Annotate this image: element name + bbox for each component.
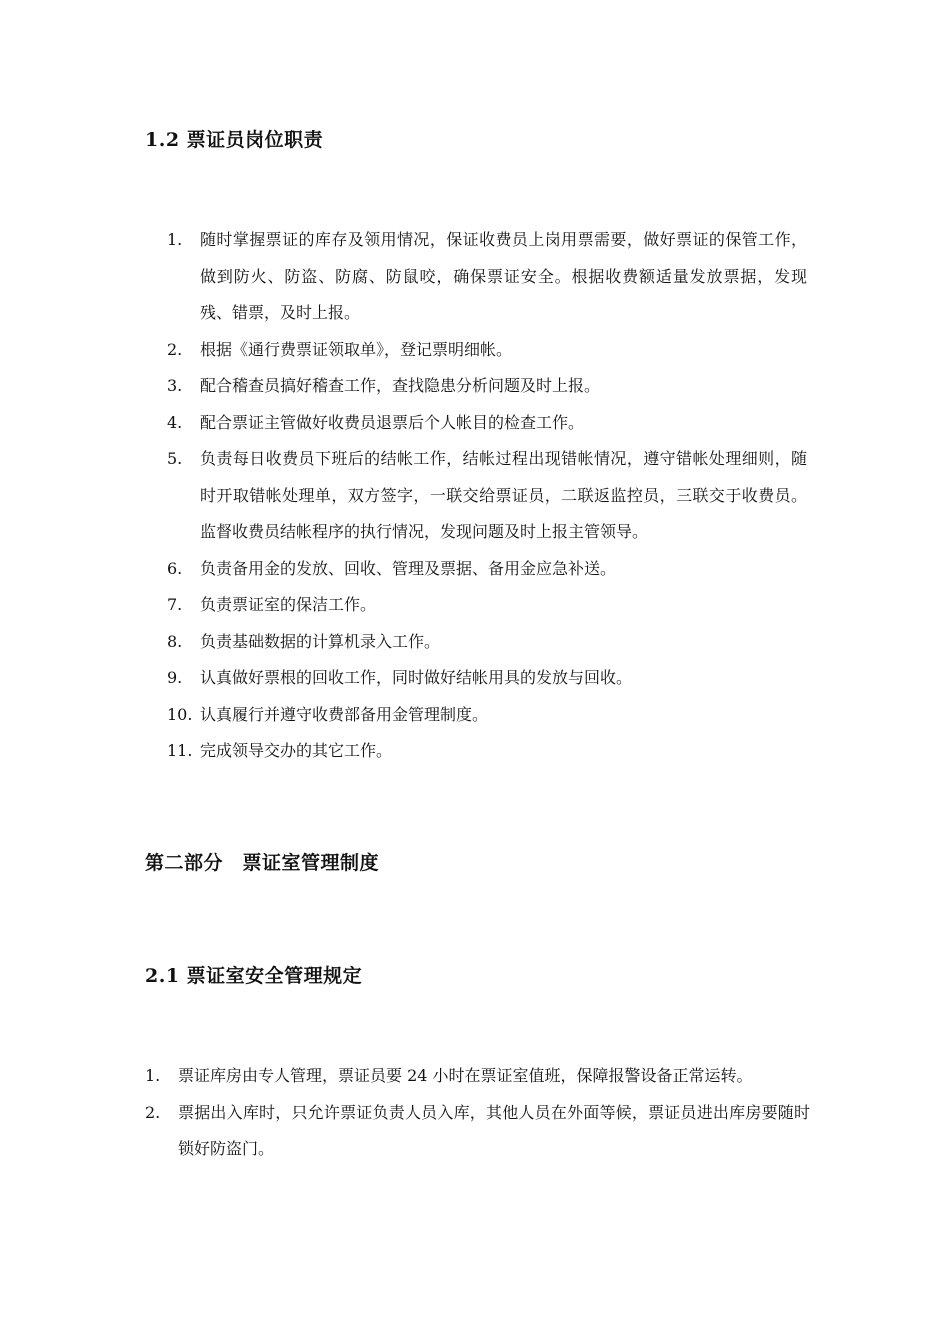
list-item [167,551,807,588]
list-item [167,697,807,734]
list-item-text: 负责备用金的发放、回收、管理及票据、备用金应急补送。 [200,558,617,578]
list-item-text: 配合稽查员搞好稽查工作，查找隐患分析问题及时上报。 [200,376,601,395]
list-item-text: 负责基础数据的计算机录入工作。 [200,631,441,651]
list-item-number: 4. [167,412,183,432]
list-item-text: 票证库房由专人管理，票证员要 24 小时在票证室值班，保障报警设备正常运转。 [178,1066,753,1085]
list-item-number: 2. [145,1102,161,1122]
list-item [167,587,807,624]
list-item [145,1058,810,1095]
list-item-number: 6. [167,558,183,578]
section-2-1-title: 2.1 票证室安全管理规定 [145,965,363,987]
list-item-number: 1. [167,230,183,249]
list-item-text: 认真履行并遵守收费部备用金管理制度。 [200,704,489,724]
list-item-text: 负责每日收费员下班后的结帐工作，结帐过程出现错帐情况，遵守错帐处理细则，随时开取错帐处理单，双方签字，一联交给票证员，二联返监控员，三联交于收费员。监督收费员结帐程序的执行情况，发现问题及时上报主管领导。 [200,449,807,541]
list-item-text: 票据出入库时，只允许票证负责人员入库，其他人员在外面等候，票证员进出库房要随时锁好防盗门。 [178,1102,810,1158]
list-item-number: 2. [167,339,183,359]
security-rules-list [145,1058,810,1168]
list-item-number: 5. [167,449,183,468]
list-item-number: 10. [167,704,193,724]
list-item-text: 负责票证室的保洁工作。 [200,595,377,614]
list-item-number: 7. [167,595,183,614]
list-item [167,441,807,551]
list-item-text: 配合票证主管做好收费员退票后个人帐目的检查工作。 [200,412,585,432]
list-item-number: 3. [167,376,183,395]
list-item-number: 1. [145,1066,161,1085]
list-item-text: 完成领导交办的其它工作。 [200,741,393,760]
list-item-number: 9. [167,668,183,687]
list-item-number: 8. [167,631,183,651]
list-item-text: 根据《通行费票证领取单》，登记票明细帐。 [200,339,513,359]
list-item [167,368,807,405]
list-item-number: 11. [167,741,193,760]
list-item [167,332,807,369]
job-duties-list [167,222,807,770]
section-1-2-title: 1.2 票证员岗位职责 [145,129,324,151]
list-item [167,222,807,332]
list-item [167,405,807,442]
list-item [145,1095,810,1168]
list-item [167,733,807,770]
list-item [167,660,807,697]
list-item [167,624,807,661]
part-two-title: 第二部分 票证室管理制度 [145,852,380,874]
list-item-text: 随时掌握票证的库存及领用情况，保证收费员上岗用票需要，做好票证的保管工作，做到防火、防盗、防腐、防鼠咬，确保票证安全。根据收费额适量发放票据，发现残、错票，及时上报。 [200,230,807,322]
list-item-text: 认真做好票根的回收工作，同时做好结帐用具的发放与回收。 [200,668,633,687]
